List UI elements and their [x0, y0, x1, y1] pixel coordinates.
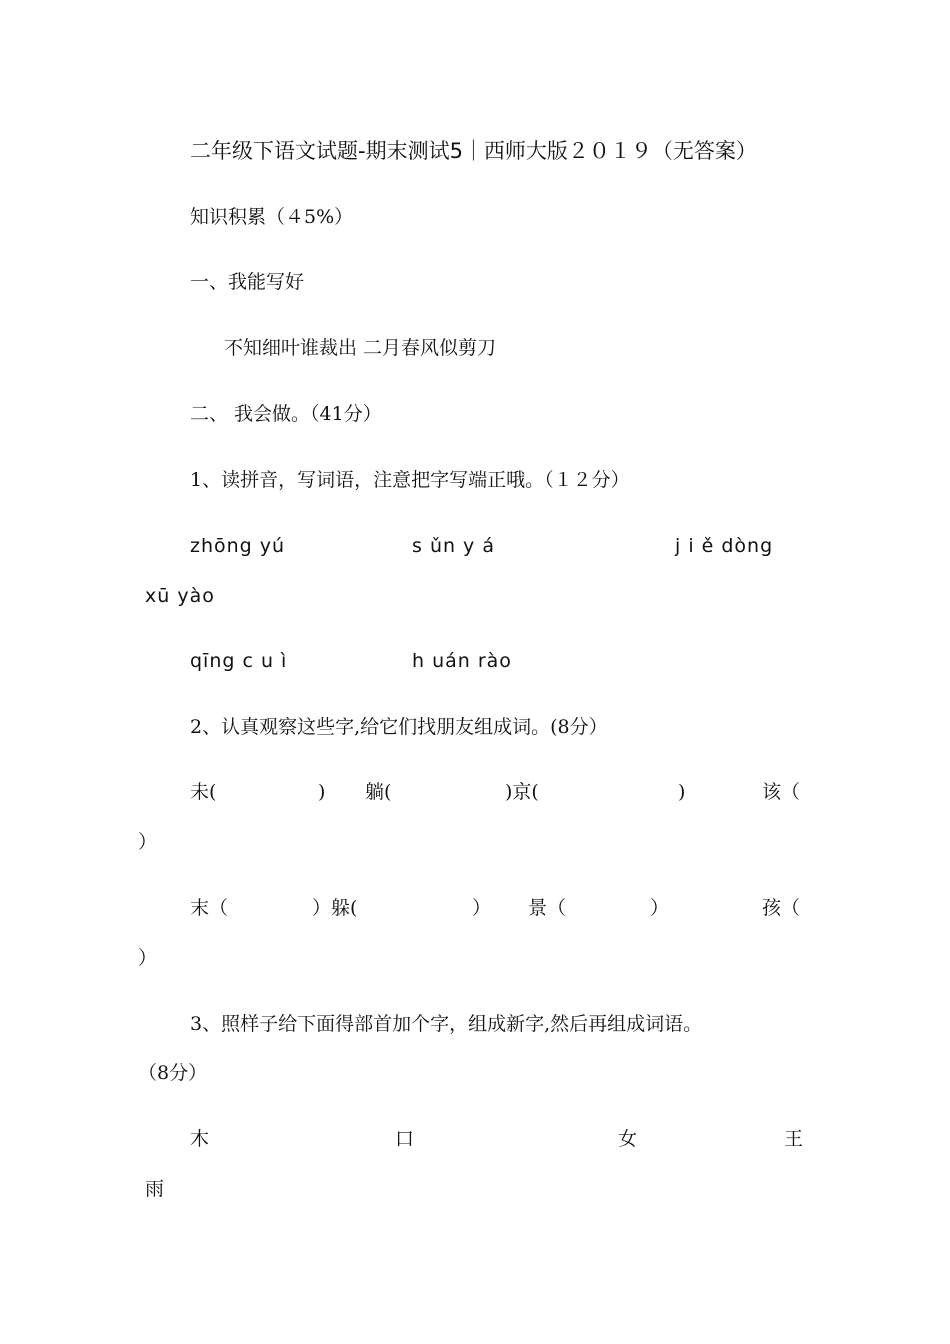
word-blank: 躺( — [365, 781, 392, 803]
radical-char: 雨 — [145, 1178, 165, 1200]
part1-heading: 一、我能写好 — [190, 271, 305, 293]
q3-prompt-wrap: （8分） — [138, 1062, 208, 1084]
word-blank: ）躲( — [312, 897, 358, 919]
pinyin-item: h uán rào — [412, 650, 512, 672]
q2-prompt: 2、认真观察这些字,给它们找朋友组成词。(8分） — [190, 716, 608, 738]
radical-char: 口 — [395, 1128, 415, 1150]
word-blank: 该（ — [762, 781, 801, 803]
document-title: 二年级下语文试题-期末测试5｜西师大版２０１９（无答案） — [190, 139, 757, 163]
section-knowledge-heading: 知识积累（４5%） — [190, 206, 354, 228]
word-blank: 孩（ — [762, 897, 801, 919]
pinyin-item: qīng c u ì — [190, 650, 288, 672]
pinyin-item: s ǔn y á — [412, 535, 495, 557]
part2-heading: 二、 我会做。（41分） — [190, 403, 382, 425]
word-blank: ） — [138, 947, 158, 969]
word-blank: 未( — [190, 781, 217, 803]
word-blank: ） — [472, 897, 492, 919]
radical-char: 女 — [618, 1128, 638, 1150]
word-blank: ) — [318, 781, 326, 803]
q1-prompt: 1、读拼音，写词语，注意把字写端正哦。（１２分） — [190, 469, 630, 491]
q3-prompt: 3、照样子给下面得部首加个字，组成新字,然后再组成词语。 — [190, 1013, 703, 1035]
pinyin-item: xū yào — [145, 585, 215, 607]
pinyin-item: j i ě dòng — [675, 535, 774, 557]
radical-char: 木 — [190, 1128, 210, 1150]
pinyin-item: zhōng yú — [190, 535, 286, 557]
poem-line: 不知细叶谁裁出 二月春风似剪刀 — [224, 337, 497, 359]
word-blank: ） — [650, 897, 670, 919]
word-blank: ) — [678, 781, 686, 803]
word-blank: )京( — [505, 781, 539, 803]
word-blank: 末（ — [190, 897, 229, 919]
word-blank: ） — [138, 831, 158, 853]
word-blank: 景（ — [528, 897, 567, 919]
radical-char: 王 — [784, 1128, 804, 1150]
